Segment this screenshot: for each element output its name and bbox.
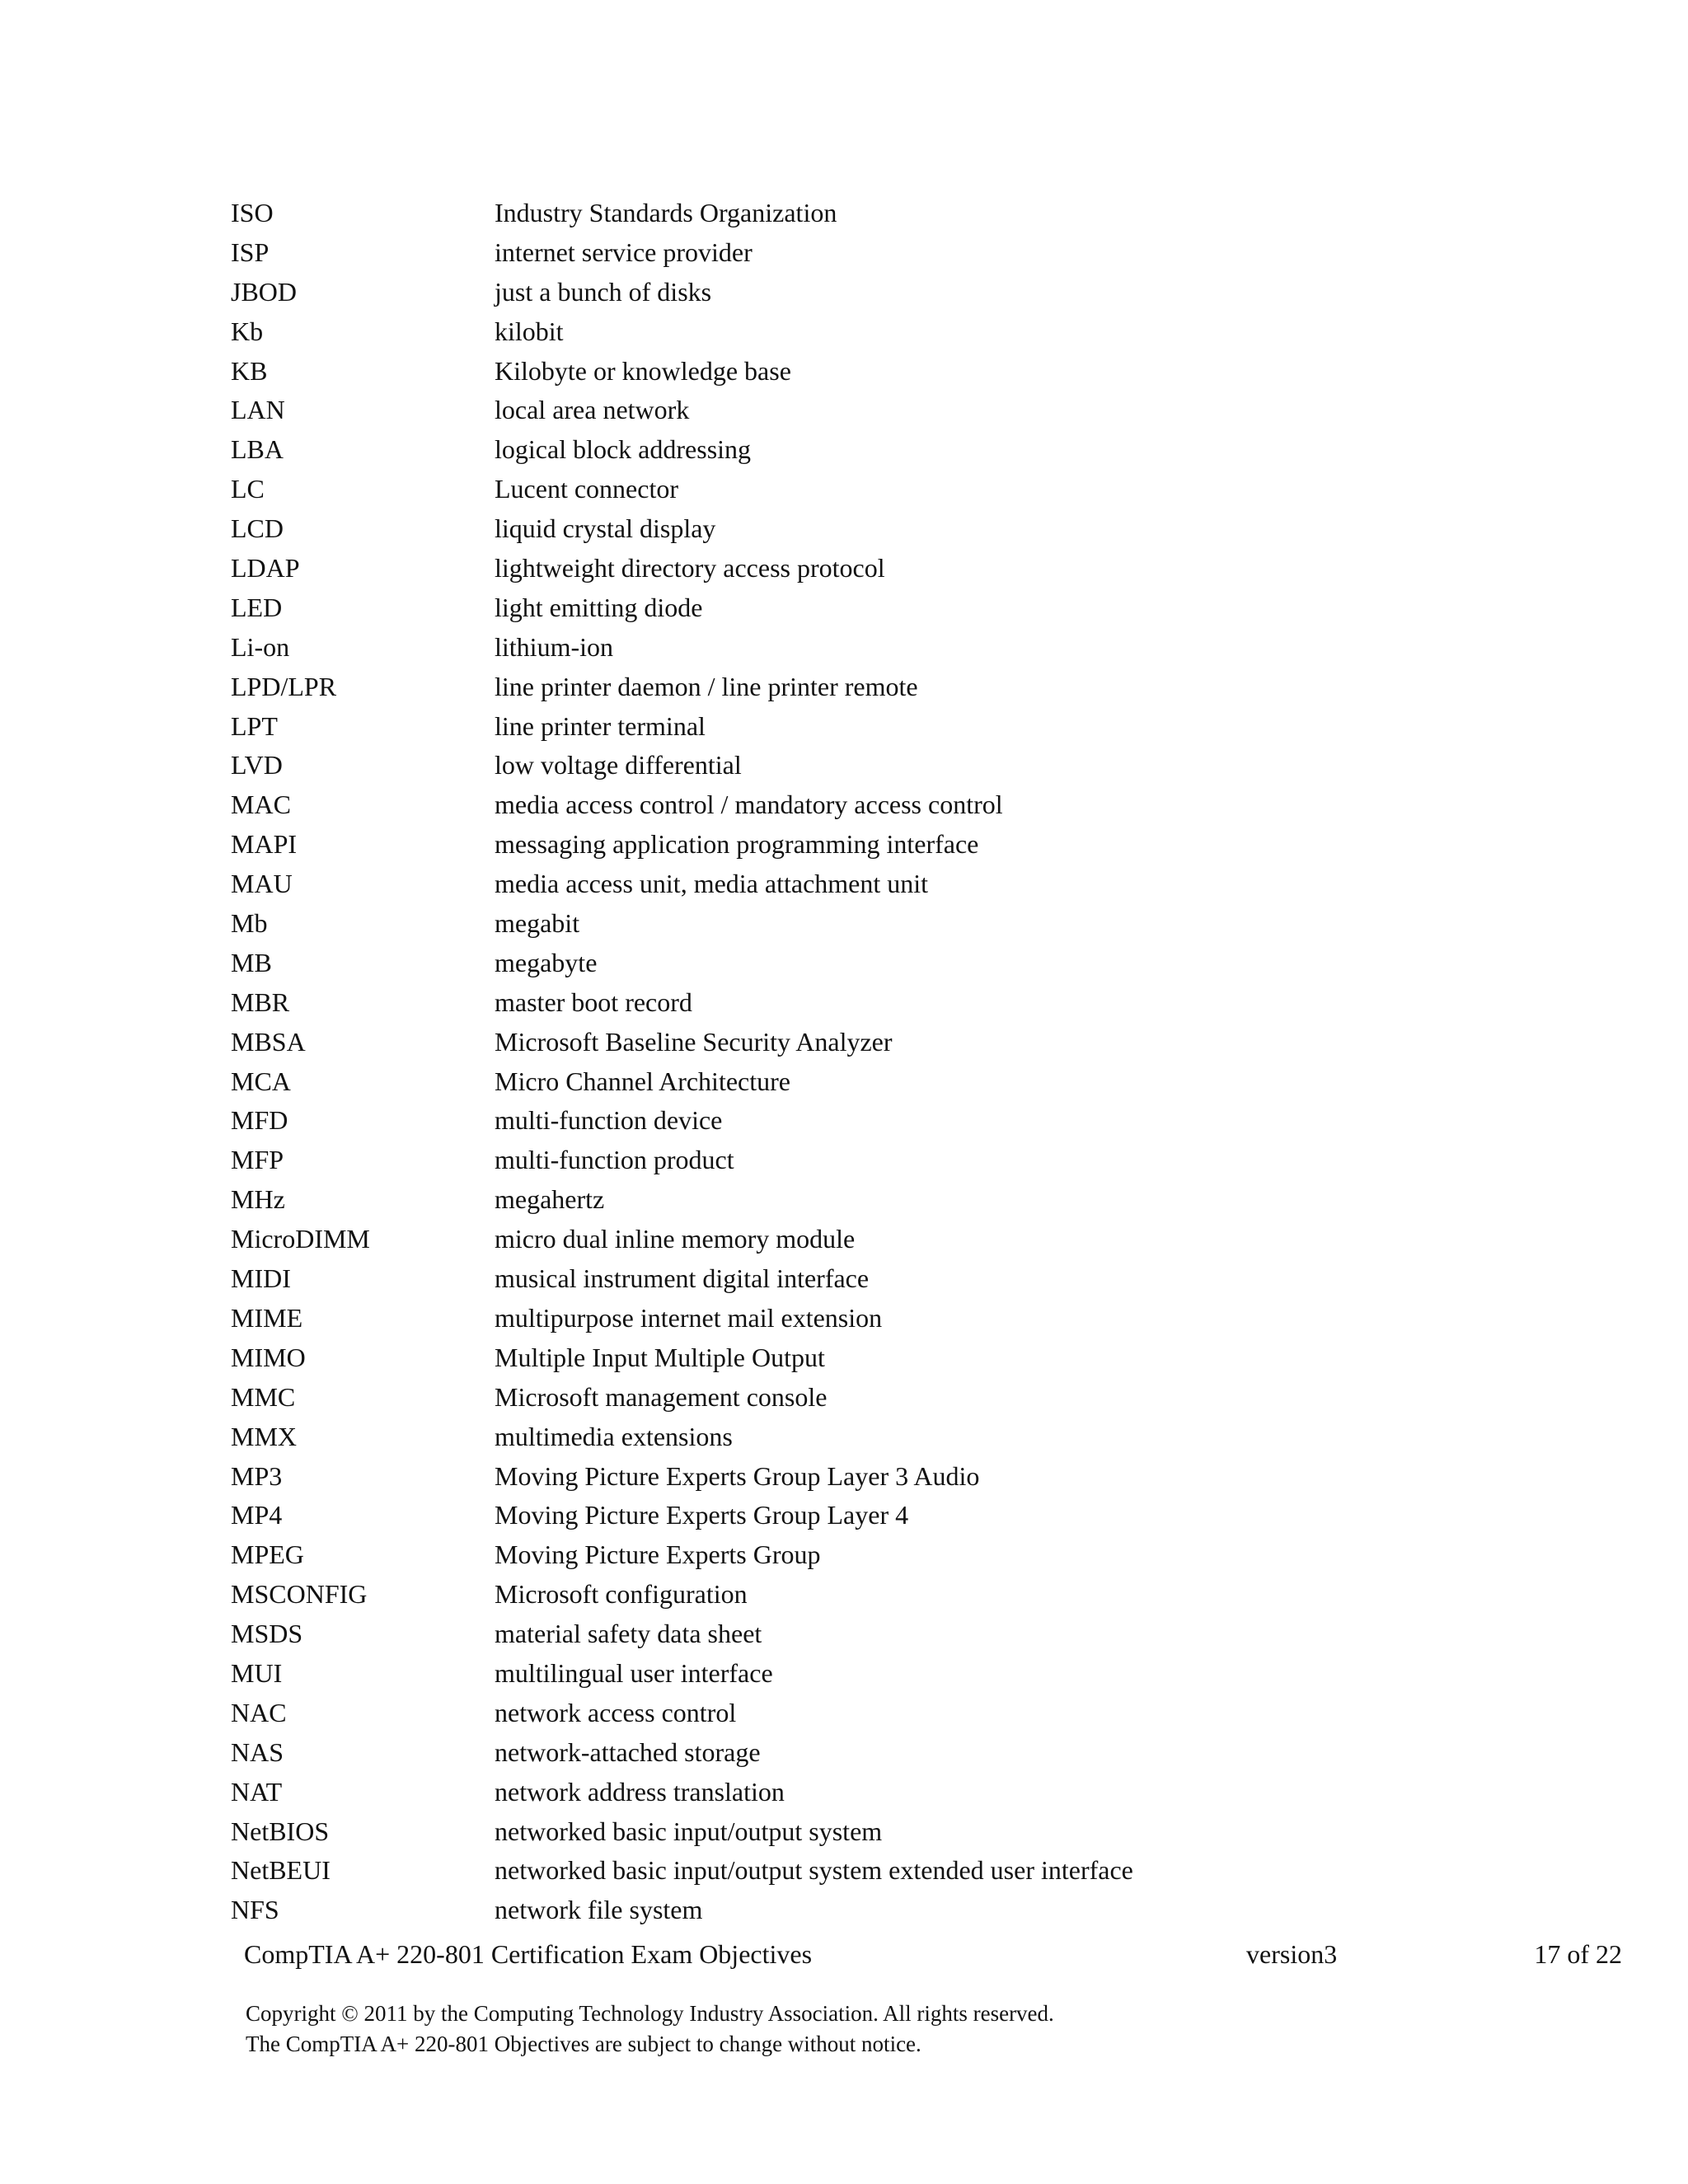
glossary-row [231,1812,1467,1852]
glossary-definition: line printer daemon / line printer remote [495,671,918,701]
glossary-term: MFP [231,1145,284,1175]
glossary-term: MPEG [231,1540,304,1570]
glossary-row [231,825,1467,865]
glossary-row [231,1338,1467,1378]
glossary-term: MAC [231,790,291,820]
glossary-row [231,1535,1467,1575]
glossary-definition: multimedia extensions [495,1421,733,1451]
glossary-definition: multipurpose internet mail extension [495,1302,883,1333]
glossary-term: LBA [231,434,284,465]
glossary-row [231,588,1467,628]
glossary-row [231,1496,1467,1535]
glossary-definition: Microsoft configuration [495,1579,748,1610]
glossary-row [231,312,1467,352]
glossary-definition: line printer terminal [495,710,706,741]
glossary-definition: Microsoft management console [495,1381,828,1412]
glossary-term: MSDS [231,1619,303,1649]
copyright-notice [246,1999,1054,2060]
glossary-row [231,707,1467,747]
glossary-row [231,470,1467,509]
glossary-term: MUI [231,1657,283,1688]
glossary-term: LCD [231,513,284,544]
glossary-row [231,1023,1467,1062]
glossary-definition: Industry Standards Organization [495,198,837,227]
glossary-term: LPD/LPR [231,671,337,701]
glossary-definition: low voltage differential [495,750,742,780]
glossary-definition: Kilobyte or knowledge base [495,355,791,386]
glossary-term: MMC [231,1381,296,1412]
glossary-term: Kb [231,316,264,346]
glossary-row [231,273,1467,312]
glossary-term: LDAP [231,553,300,583]
glossary-row [231,1654,1467,1694]
glossary-definition: Lucent connector [495,474,678,504]
glossary-term: MAPI [231,829,298,860]
glossary-definition: micro dual inline memory module [495,1224,856,1254]
glossary-row [231,1615,1467,1654]
glossary-row [231,1733,1467,1773]
glossary-row [231,1773,1467,1812]
glossary-row [231,1575,1467,1615]
glossary-row [231,1220,1467,1259]
glossary-definition: network file system [495,1895,703,1925]
glossary-term: Li-on [231,631,290,662]
glossary-term: MSCONFIG [231,1579,368,1610]
glossary-term: Mb [231,908,268,939]
glossary-definition: Moving Picture Experts Group Layer 4 [495,1500,909,1530]
footer-page-number: 17 of 22 [1534,1939,1622,1969]
objectives-notice-line: The CompTIA A+ 220-801 Objectives are subject to change without notice. [246,2032,921,2056]
glossary-term: NetBIOS [231,1816,330,1846]
glossary-term: MFD [231,1105,288,1136]
glossary-definition: local area network [495,395,690,425]
glossary-row [231,983,1467,1023]
glossary-row [231,1259,1467,1299]
glossary-term: MBSA [231,1026,306,1057]
glossary-term: ISP [231,237,270,267]
copyright-line: Copyright © 2011 by the Computing Technology Industry Association. All rights reserved. [246,2001,1054,2026]
glossary-term: KB [231,355,268,386]
glossary-term: MBR [231,987,290,1017]
glossary-row [231,785,1467,825]
glossary-definition: musical instrument digital interface [495,1263,870,1294]
glossary-row [231,1694,1467,1733]
glossary-row [231,233,1467,273]
glossary-row [231,1062,1467,1102]
glossary-term: MAU [231,869,293,899]
glossary-definition: multi-function device [495,1105,723,1136]
footer-version: version3 [1246,1939,1338,1969]
glossary-definition: megabyte [495,947,598,977]
glossary-term: LC [231,474,265,504]
glossary-row [231,944,1467,983]
glossary-definition: Moving Picture Experts Group Layer 3 Audio [495,1460,980,1491]
glossary-definition: master boot record [495,987,692,1017]
glossary-row [231,430,1467,470]
glossary-row [231,509,1467,549]
glossary-definition: Multiple Input Multiple Output [495,1342,825,1372]
glossary-definition: network-attached storage [495,1736,761,1767]
glossary-term: LPT [231,710,278,741]
glossary-definition: liquid crystal display [495,513,716,544]
glossary-term: JBOD [231,276,298,307]
glossary-row [231,1101,1467,1141]
glossary-term: MP3 [231,1460,283,1491]
glossary-definition: Micro Channel Architecture [495,1066,790,1096]
glossary-row [231,1141,1467,1180]
glossary-definition: networked basic input/output system extended user interface [495,1855,1133,1886]
glossary-definition: lithium-ion [495,631,613,662]
glossary-row [231,668,1467,707]
glossary-row [231,746,1467,785]
glossary-row [231,1378,1467,1418]
glossary-definition: kilobit [495,316,564,346]
glossary-definition: internet service provider [495,237,753,267]
footer-document-title: CompTIA A+ 220-801 Certification Exam Objectives [244,1939,813,1969]
glossary-term: MB [231,947,272,977]
glossary-row [231,1457,1467,1497]
glossary-definition: media access unit, media attachment unit [495,869,929,899]
glossary-term: NFS [231,1895,279,1925]
glossary-term: ISO [231,198,274,227]
glossary-row [231,628,1467,668]
glossary-definition: multi-function product [495,1145,734,1175]
glossary-row [231,865,1467,904]
glossary-term: NAS [231,1736,284,1767]
glossary-term: MCA [231,1066,291,1096]
acronym-glossary [231,194,1467,1930]
glossary-term: NAC [231,1697,287,1727]
page-footer [244,1934,1622,1974]
glossary-term: LVD [231,750,283,780]
glossary-row [231,352,1467,391]
glossary-definition: Moving Picture Experts Group [495,1540,821,1570]
glossary-definition: network access control [495,1697,737,1727]
glossary-definition: material safety data sheet [495,1619,762,1649]
glossary-term: MIDI [231,1263,291,1294]
glossary-term: MIMO [231,1342,306,1372]
glossary-term: NAT [231,1776,283,1807]
glossary-definition: media access control / mandatory access control [495,790,1003,820]
glossary-term: MP4 [231,1500,283,1530]
glossary-definition: messaging application programming interface [495,829,979,860]
glossary-definition: network address translation [495,1776,785,1807]
glossary-row [231,391,1467,430]
glossary-row [231,904,1467,944]
glossary-definition: Microsoft Baseline Security Analyzer [495,1026,893,1057]
glossary-row [231,1851,1467,1891]
glossary-definition: networked basic input/output system [495,1816,883,1846]
glossary-definition: light emitting diode [495,592,703,622]
glossary-definition: just a bunch of disks [495,276,712,307]
glossary-definition: multilingual user interface [495,1657,773,1688]
glossary-row [231,1891,1467,1930]
glossary-row [231,1299,1467,1338]
glossary-row [231,1180,1467,1220]
glossary-definition: lightweight directory access protocol [495,553,885,583]
glossary-term: LAN [231,395,285,425]
glossary-term: MicroDIMM [231,1224,370,1254]
glossary-definition: logical block addressing [495,434,752,465]
glossary-row [231,549,1467,588]
glossary-row [231,1418,1467,1457]
glossary-row [231,194,1467,233]
glossary-term: MHz [231,1184,285,1215]
glossary-term: LED [231,592,283,622]
glossary-definition: megabit [495,908,580,939]
glossary-term: MIME [231,1302,303,1333]
glossary-definition: megahertz [495,1184,605,1215]
glossary-term: MMX [231,1421,298,1451]
glossary-term: NetBEUI [231,1855,331,1886]
